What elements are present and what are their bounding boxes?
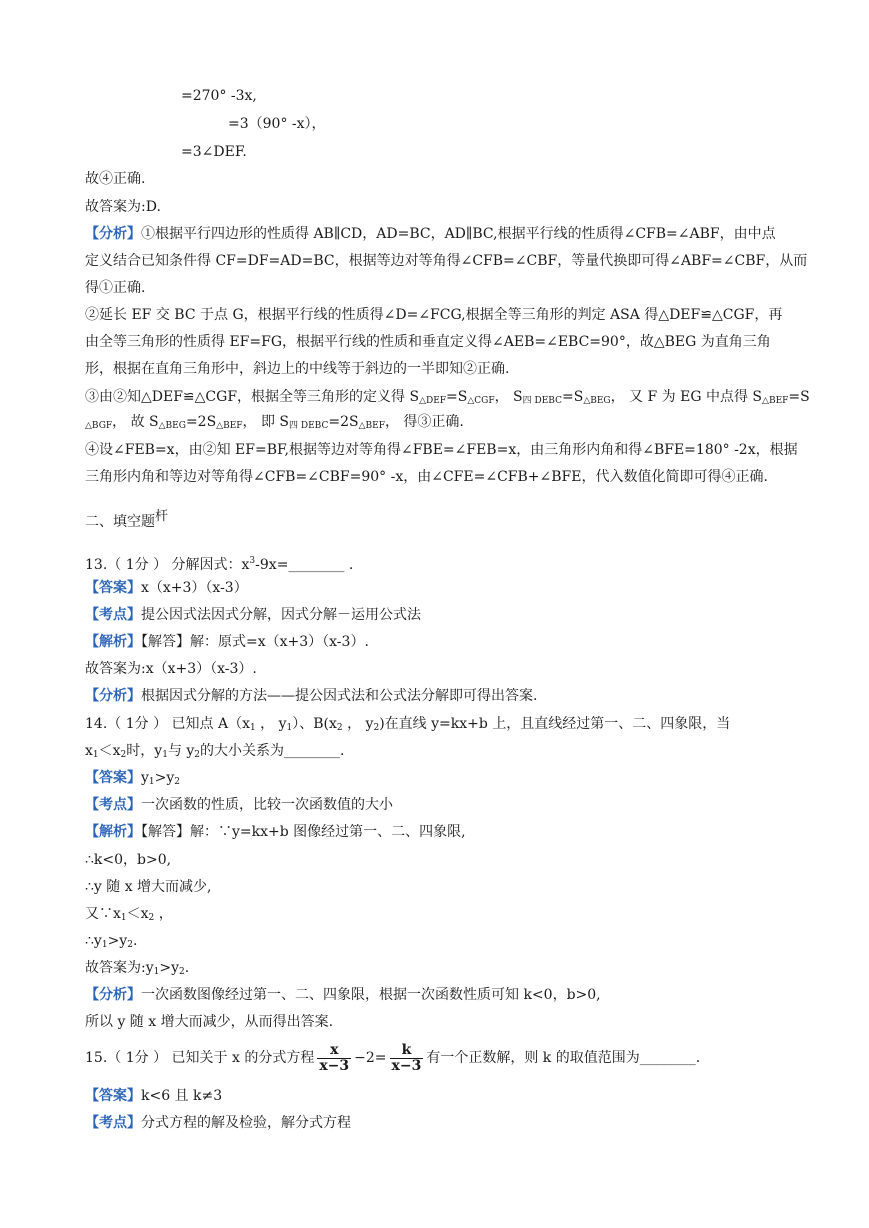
section-mark: 杆 — [155, 509, 169, 524]
q14-analysis-1: 【分析】一次函数图像经过第一、二、四象限，根据一次函数性质可知 k<0，b>0, — [85, 987, 601, 1003]
answer-line: 故答案为:D. — [85, 199, 161, 215]
conclusion-line: 故④正确. — [85, 171, 146, 187]
q14-step-4: ∴y1>y2. — [85, 933, 138, 950]
q14-analysis-2: 所以 y 随 x 增大而减少，从而得出答案. — [85, 1014, 334, 1030]
q15-stem: 15.（ 1分 ） 已知关于 x 的分式方程 $\frac{x}{x-3}$ −2= $\frac{k}{x-3}$ 有一个正数解，则 k 的取值范围为________. — [85, 1041, 701, 1074]
q13-solve: 【解析】【解答】解：原式=x（x+3）（x-3）. — [85, 634, 369, 650]
analysis-line-2: 定义结合已知条件得 CF=DF=AD=BC，根据等边对等角得∠CFB=∠CBF，等量代换即可得∠ABF=∠CBF，从而 — [85, 253, 808, 269]
fraction-k-over-x-minus-3: $\frac{k}{x-3}$ — [391, 1041, 422, 1074]
analysis-line-9: ④设∠FEB=x，由②知 EF=BF,根据等边对等角得∠FBE=∠FEB=x，由三角形内角和得∠BFE=180° -2x，根据 — [85, 442, 798, 458]
q14-step-2: ∴y 随 x 增大而减少, — [85, 879, 212, 895]
q14-answer: 【答案】y1>y2 — [85, 770, 181, 787]
q15-answer: 【答案】k<6 且 k≠3 — [85, 1088, 223, 1104]
q14-stem-2: x1＜x2时，y1与 y2的大小关系为________. — [85, 743, 345, 760]
q13-point: 【考点】提公因式法因式分解，因式分解－运用公式法 — [85, 607, 421, 623]
q13-result: 故答案为:x（x+3）（x-3）. — [85, 661, 257, 677]
analysis-line-8: △BGF， 故 S△BEG=2S△BEF， 即 S四 DEBC=2S△BEF， 得③正确. — [85, 414, 464, 431]
q14-step-1: ∴k<0，b>0, — [85, 852, 172, 868]
q13-answer: 【答案】x（x+3）（x-3） — [85, 580, 248, 596]
q14-solve: 【解析】【解答】解：∵y=kx+b 图像经过第一、二、四象限, — [85, 824, 466, 840]
eq-line-1: =270° -3x, — [181, 88, 257, 104]
analysis-line-1: 【分析】①根据平行四边形的性质得 AB∥CD，AD=BC，AD∥BC,根据平行线的性质得∠CFB=∠ABF，由中点 — [85, 226, 776, 242]
q14-stem-1: 14.（ 1分 ） 已知点 A（x1 ， y1）、B(x2 ， y2)在直线 y=kx+b 上，且直线经过第一、二、四象限，当 — [85, 716, 731, 733]
analysis-line-7: ③由②知△DEF≌△CGF，根据全等三角形的定义得 S△DEF=S△CGF， S四 DEBC=S△BEG， 又 F 为 EG 中点得 S△BEF=S — [85, 389, 810, 406]
q15-point: 【考点】分式方程的解及检验，解分式方程 — [85, 1115, 351, 1131]
q13-stem: 13.（ 1分 ） 分解因式：$x^3-9x=\_\_\_\_\_\_\_\_$ . — [85, 556, 354, 573]
analysis-line-4: ②延长 EF 交 BC 于点 G，根据平行线的性质得∠D=∠FCG,根据全等三角形的判定 ASA 得△DEF≌△CGF，再 — [85, 307, 783, 323]
analysis-line-6: 形，根据在直角三角形中，斜边上的中线等于斜边的一半即知②正确. — [85, 361, 510, 377]
analysis-tag: 【分析】 — [85, 226, 141, 242]
q14-result: 故答案为:y1>y2. — [85, 960, 190, 977]
analysis-line-3: 得①正确. — [85, 280, 146, 296]
section-heading: 二、填空题杆 — [85, 509, 169, 530]
fraction-x-over-x-minus-3: $\frac{x}{x-3}$ — [319, 1041, 350, 1074]
eq-line-3: =3∠DEF. — [181, 144, 247, 160]
q14-step-3: 又∵x1＜x2 ， — [85, 906, 173, 923]
q14-point: 【考点】一次函数的性质，比较一次函数值的大小 — [85, 797, 393, 813]
eq-line-2: =3（90° -x）， — [228, 116, 326, 132]
analysis-line-10: 三角形内角和等边对等角得∠CFB=∠CBF=90° -x，由∠CFE=∠CFB+∠BFE，代入数值化简即可得④正确. — [85, 469, 768, 485]
q13-analysis: 【分析】根据因式分解的方法——提公因式法和公式法分解即可得出答案. — [85, 688, 538, 704]
analysis-line-5: 由全等三角形的性质得 EF=FG，根据平行线的性质和垂直定义得∠AEB=∠EBC=90°，故△BEG 为直角三角 — [85, 334, 771, 350]
